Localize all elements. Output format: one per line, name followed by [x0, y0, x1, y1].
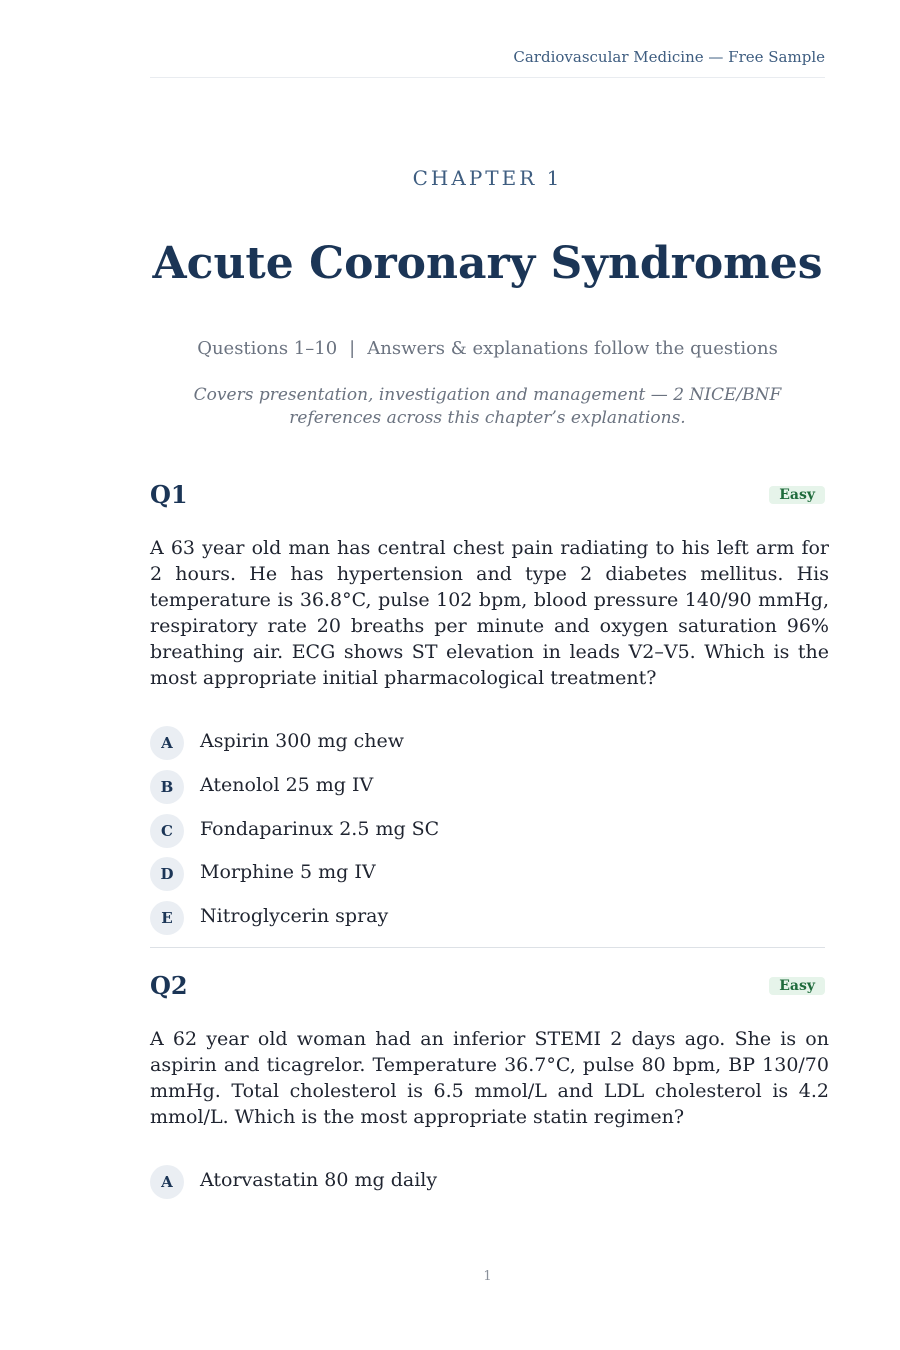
- answer-option[interactable]: [150, 901, 825, 935]
- option-letter: A: [150, 1165, 184, 1199]
- answer-option[interactable]: [150, 1165, 825, 1199]
- option-text: Aspirin 300 mg chew: [200, 730, 405, 752]
- question-divider: [150, 947, 825, 948]
- page-number: 1: [483, 1269, 492, 1284]
- chapter-summary: Covers presentation, investigation and management — 2 NICE/BNF references across this chapter’s explanations.: [193, 385, 782, 428]
- question-header: [150, 480, 825, 510]
- option-letter: C: [150, 814, 184, 848]
- chapter-meta: [150, 338, 825, 359]
- header-divider: [150, 77, 825, 78]
- answer-option[interactable]: [150, 814, 825, 848]
- chapter-label: CHAPTER 1: [412, 166, 563, 190]
- option-letter: D: [150, 857, 184, 891]
- option-letter: B: [150, 770, 184, 804]
- question-header: [150, 971, 825, 1001]
- option-text: Nitroglycerin spray: [200, 905, 389, 927]
- difficulty-badge: Easy: [769, 977, 825, 995]
- question-stem: A 63 year old man has central chest pain radiating to his left arm for 2 hours. He has hypertension and type 2 diabetes mellitus. His temperature is 36.8°C, pulse 102 bpm, blood pressure 140/90 mmHg, respiratory rate 20 breaths per minute and oxygen saturation 96% breathing air. ECG shows ST elevation in leads V2–V5. Which is the most appropriate initial pharmacological treatment?: [150, 537, 829, 689]
- option-text: Atorvastatin 80 mg daily: [200, 1169, 438, 1191]
- answer-option[interactable]: [150, 726, 825, 760]
- answer-option[interactable]: [150, 857, 825, 891]
- meta-separator: |: [349, 338, 356, 359]
- chapter-title: Acute Coronary Syndromes: [152, 238, 823, 289]
- question-number: Q2: [150, 971, 188, 1000]
- question-stem: A 62 year old woman had an inferior STEMI 2 days ago. She is on aspirin and ticagrelor. Temperature 36.7°C, pulse 80 bpm, BP 130/70 mmHg. Total cholesterol is 6.5 mmol/L and LDL cholesterol is 4.2 mmol/L. Which is the most appropriate statin regimen?: [150, 1028, 829, 1128]
- running-header: Cardiovascular Medicine — Free Sample: [513, 48, 825, 66]
- question-number: Q1: [150, 480, 188, 509]
- questions-range: Questions 1–10: [197, 338, 338, 359]
- option-text: Atenolol 25 mg IV: [200, 774, 374, 796]
- option-letter: A: [150, 726, 184, 760]
- option-text: Morphine 5 mg IV: [200, 861, 376, 883]
- option-text: Fondaparinux 2.5 mg SC: [200, 818, 440, 840]
- option-letter: E: [150, 901, 184, 935]
- difficulty-badge: Easy: [769, 486, 825, 504]
- answer-option[interactable]: [150, 770, 825, 804]
- answers-note: Answers & explanations follow the questions: [367, 338, 778, 359]
